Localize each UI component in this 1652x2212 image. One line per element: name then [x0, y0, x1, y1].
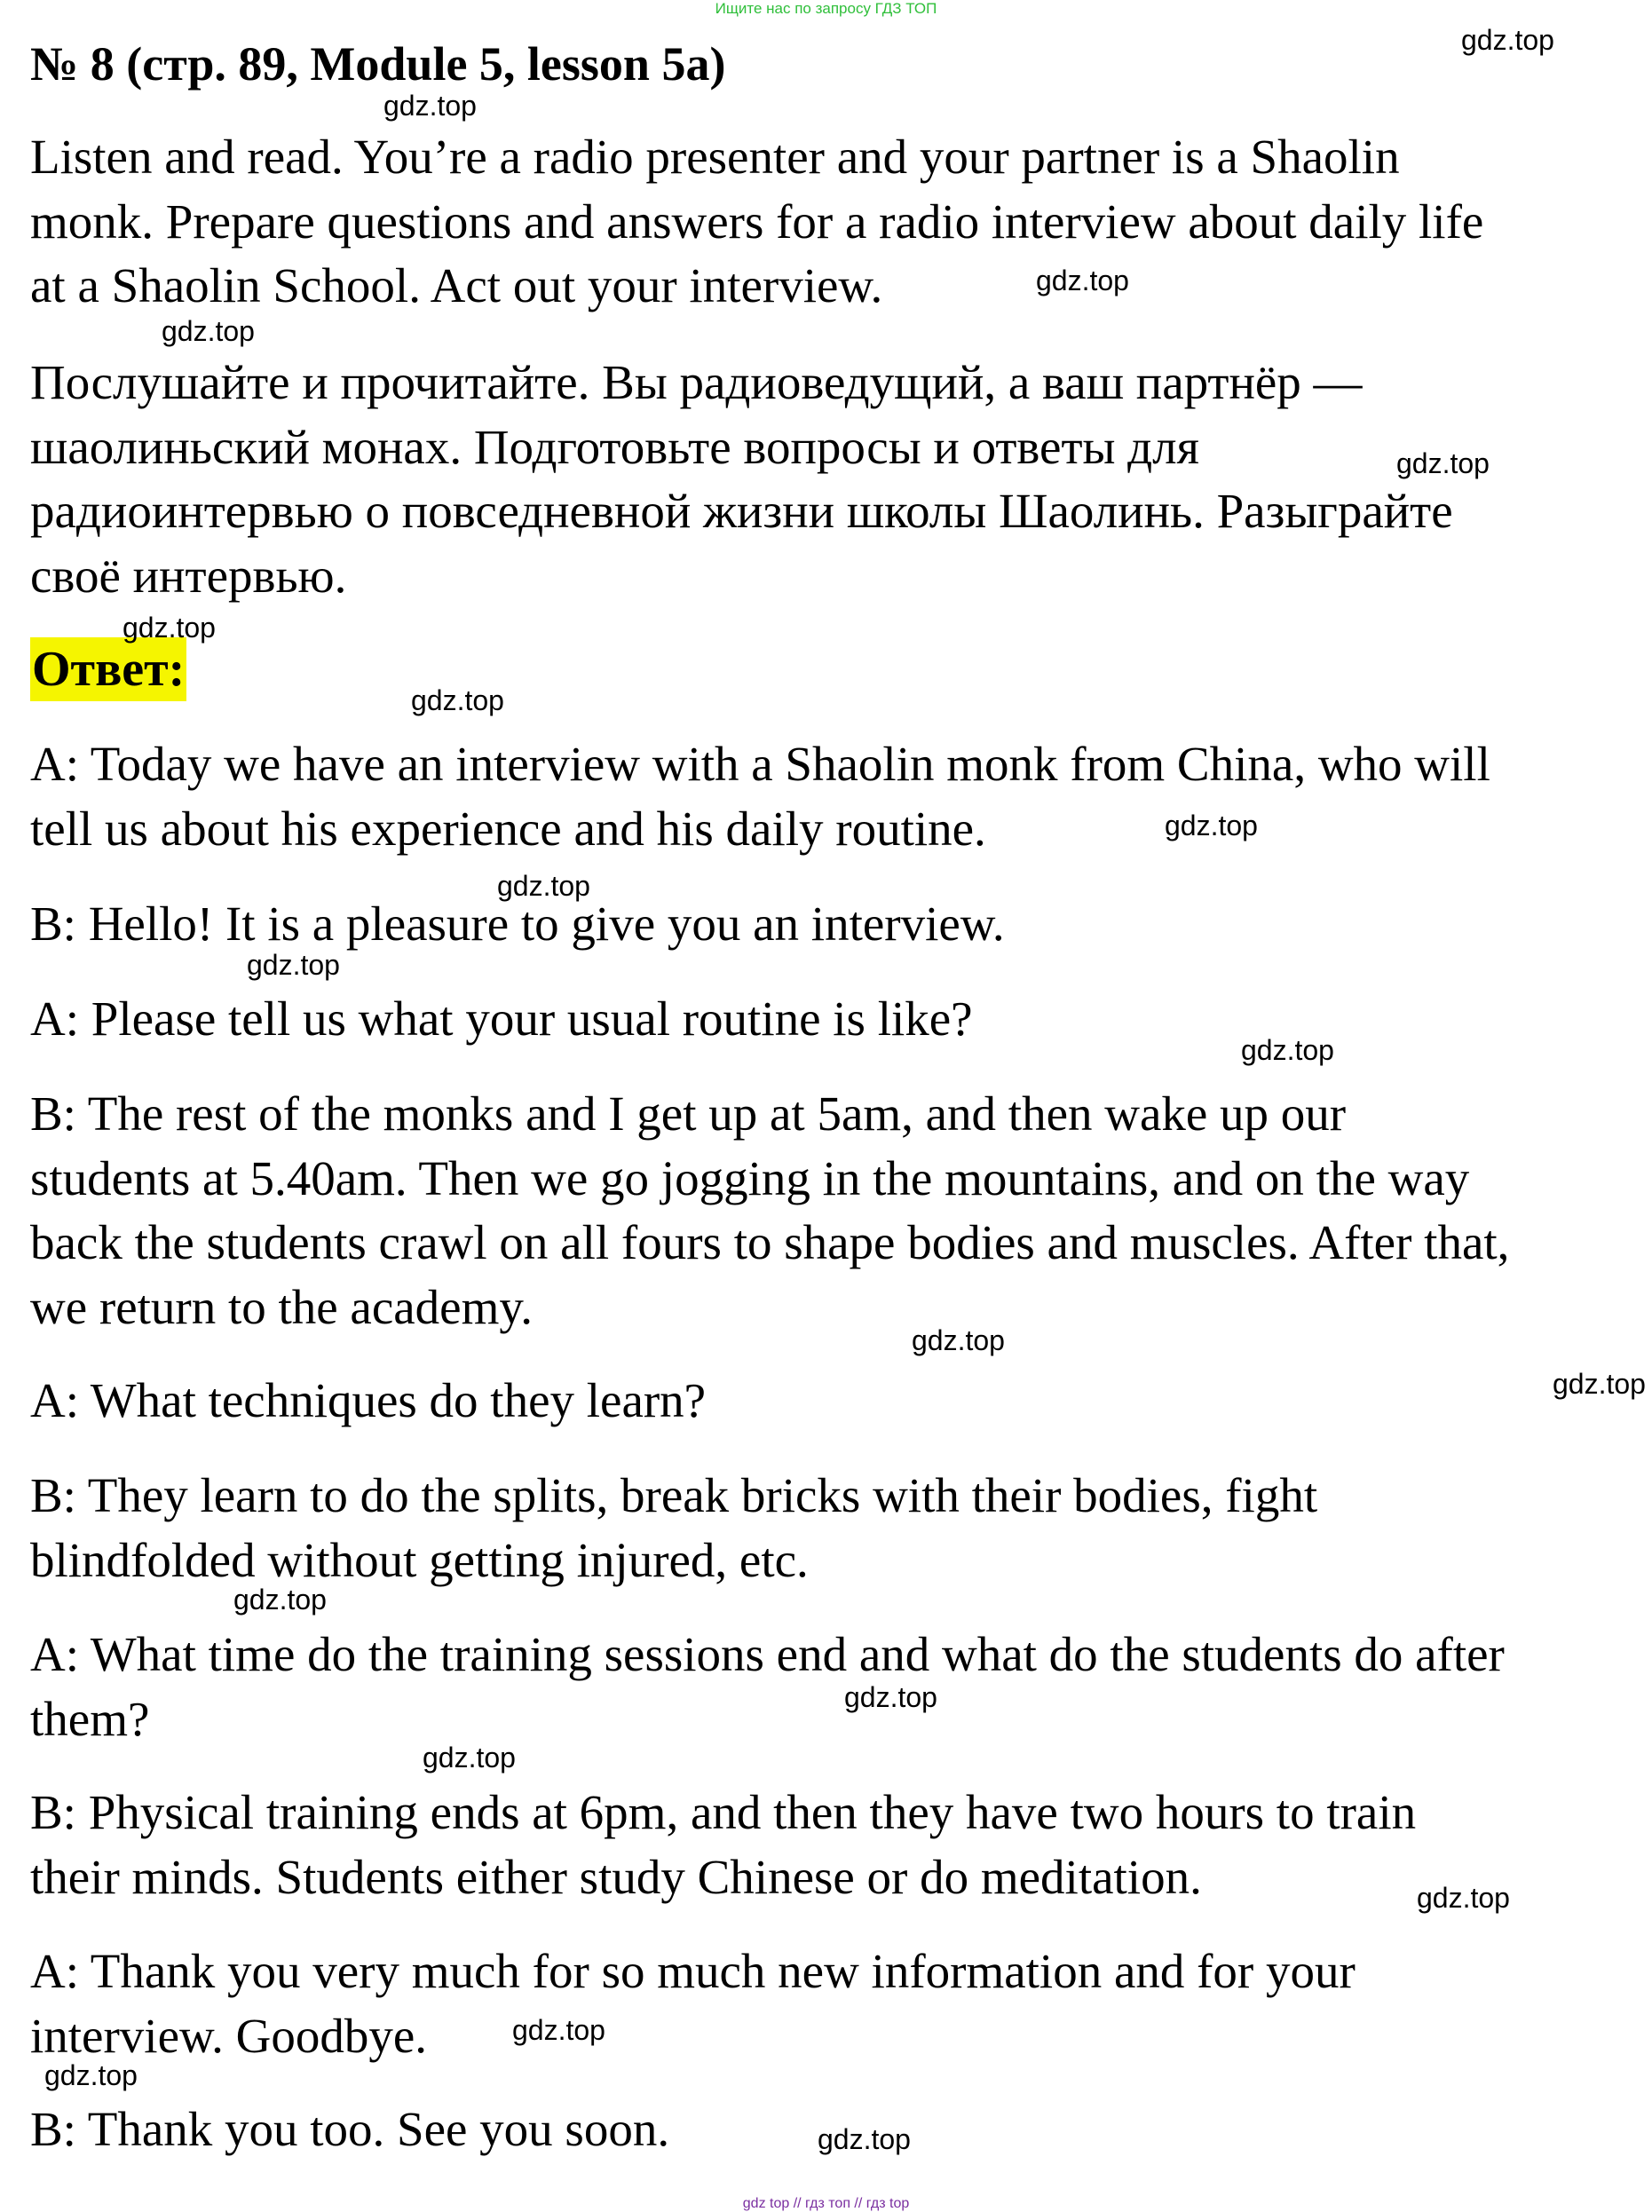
dialogue-text: B: The rest of the monks and I get up at 5am, and then wake up our	[30, 1086, 1347, 1141]
dialogue-line	[30, 1623, 1619, 1751]
watermark: gdz.top	[912, 1324, 1005, 1356]
watermark: gdz.top	[1396, 447, 1490, 479]
watermark: gdz.top	[247, 949, 340, 981]
watermark: gdz.top	[1165, 810, 1258, 841]
task-russian	[30, 351, 1619, 608]
dialogue-text: B: Physical training ends at 6pm, and then they have two hours to train	[30, 1785, 1417, 1839]
footer-links: gdz top // гдз топ // гдз top	[742, 2196, 910, 2211]
watermark: gdz.top	[1417, 1882, 1510, 1914]
top-banner: Ищите нас по запросу ГДЗ ТОП	[715, 0, 937, 17]
dialogue-text: their minds. Students either study Chinese or do meditation.	[30, 1849, 1202, 1904]
dialogue-text: A: Please tell us what your usual routine is like?	[30, 991, 973, 1046]
dialogue-text: interview. Goodbye.	[30, 2008, 428, 2063]
dialogue-text: back the students crawl on all fours to shape bodies and muscles. After that,	[30, 1215, 1510, 1269]
dialogue-text: we return to the academy.	[30, 1279, 534, 1334]
dialogue-text: them?	[30, 1691, 150, 1746]
task-english-line: Listen and read. You’re a radio presenter and your partner is a Shaolin	[30, 130, 1400, 184]
dialogue-text: A: Today we have an interview with a Shaolin monk from China, who will	[30, 737, 1490, 791]
exercise-title: № 8 (стр. 89, Module 5, lesson 5a)	[30, 37, 726, 91]
task-russian-line: шаолиньский монах. Подготовьте вопросы и ответы для	[30, 419, 1199, 474]
watermark: gdz.top	[1553, 1368, 1646, 1400]
dialogue-text: A: What techniques do they learn?	[30, 1373, 707, 1427]
dialogue-text: tell us about his experience and his daily routine.	[30, 801, 986, 856]
watermark: gdz.top	[233, 1584, 327, 1616]
dialogue-text: students at 5.40am. Then we go jogging in the mountains, and on the way	[30, 1150, 1470, 1205]
dialogue-text: A: What time do the training sessions end and what do the students do after	[30, 1627, 1505, 1681]
dialogue-text: B: Thank you too. See you soon.	[30, 2102, 670, 2156]
dialogue-line	[30, 1939, 1619, 2068]
watermark: gdz.top	[1036, 265, 1129, 296]
watermark: gdz.top	[411, 684, 504, 716]
watermark: gdz.top	[383, 90, 477, 122]
dialogue-line	[30, 1082, 1619, 1339]
task-english-line: at a Shaolin School. Act out your interview.	[30, 258, 883, 312]
dialogue-text: A: Thank you very much for so much new information and for your	[30, 1944, 1356, 1998]
dialogue-line	[30, 1369, 1619, 1434]
dialogue-text: B: They learn to do the splits, break bricks with their bodies, fight	[30, 1468, 1318, 1522]
task-english-line: monk. Prepare questions and answers for a radio interview about daily life	[30, 194, 1484, 249]
watermark: gdz.top	[44, 2059, 138, 2091]
dialogue-text: blindfolded without getting injured, etc.	[30, 1532, 809, 1587]
watermark: gdz.top	[162, 315, 255, 347]
watermark: gdz.top	[423, 1742, 516, 1774]
watermark: gdz.top	[497, 870, 590, 902]
watermark: gdz.top	[844, 1681, 937, 1713]
dialogue-text: B: Hello! It is a pleasure to give you an interview.	[30, 897, 1005, 951]
answer-label: Ответ:	[30, 637, 186, 701]
dialogue-line	[30, 892, 1619, 957]
task-russian-line: своё интервью.	[30, 548, 347, 603]
dialogue-line	[30, 987, 1619, 1052]
watermark: gdz.top	[1241, 1034, 1334, 1066]
dialogue-line	[30, 732, 1619, 861]
dialogue-line	[30, 1464, 1619, 1592]
task-russian-line: радиоинтервью о повседневной жизни школы Шаолинь. Разыграйте	[30, 484, 1453, 538]
watermark: gdz.top	[818, 2123, 911, 2155]
watermark: gdz.top	[123, 612, 216, 644]
watermark: gdz.top	[512, 2014, 605, 2046]
task-russian-line: Послушайте и прочитайте. Вы радиоведущий, а ваш партнёр —	[30, 355, 1363, 409]
task-english	[30, 125, 1619, 319]
watermark: gdz.top	[1461, 24, 1554, 56]
dialogue-line	[30, 1781, 1619, 1909]
